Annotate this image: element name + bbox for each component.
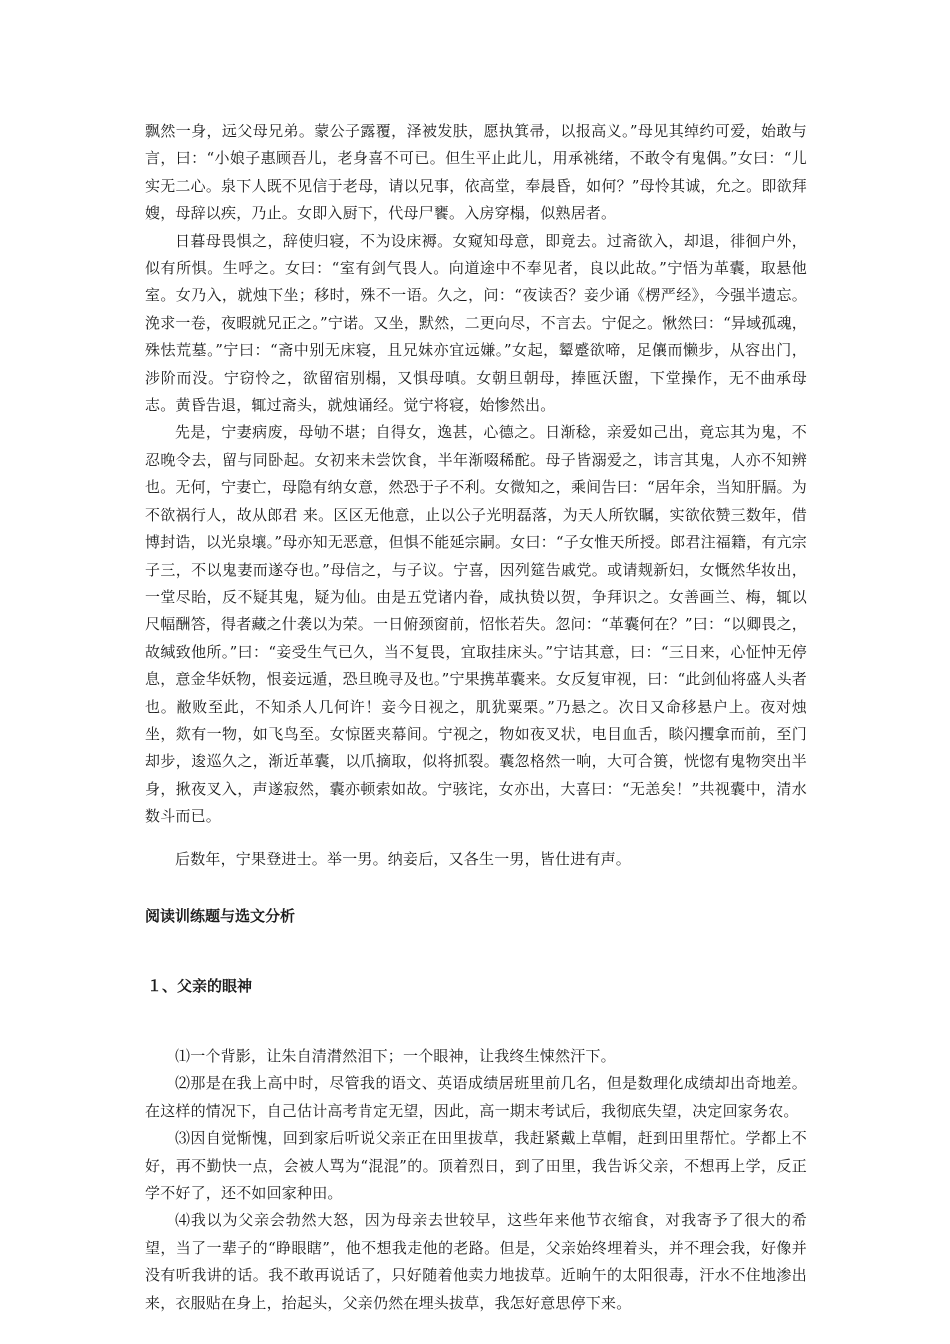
question-paragraph-1: ⑴一个背影，让朱自清潸然泪下；一个眼神，让我终生悚然汗下。: [175, 1046, 616, 1065]
story-paragraph-1: 飘然一身，远父母兄弟。蒙公子露覆，泽被发肤，愿执箕帚，以报高义。”母见其绰约可爱，始敢与言，曰：“小娘子惠顾吾儿，老身喜不可已。但生平止此儿，用承祧绪，不敢令有鬼偶。”女曰：“儿实无二心。泉下人既不见信于老母，请以兄事，依高堂，奉晨昏，如何？”母怜其诚，允之。即欲拜嫂，母辞以疾，乃止。女即入厨下，代母尸饔。入房穿榻，似熟居者。: [145, 122, 807, 223]
document-page: [145, 118, 807, 1317]
question-title: １、父亲的眼神: [147, 976, 253, 995]
question-paragraph-2: ⑵那是在我上高中时，尽管我的语文、英语成绩居班里前几名，但是数理化成绩却出奇地差。在这样的情况下，自己估计高考肯定无望，因此，高一期末考试后，我彻底失望，决定回家务农。: [145, 1074, 807, 1120]
question-paragraph-4: ⑷我以为父亲会勃然大怒，因为母亲去世较早，这些年来他节衣缩食，对我寄予了很大的希望，当了一辈子的“睁眼瞎”，他不想我走他的老路。但是，父亲始终埋着头，并不理会我，好像并没有听我讲的话。我不敢再说话了，只好随着他卖力地拔草。近晌午的太阳很毒，汗水不住地渗出来，衣服贴在身上，抬起头，父亲仍然在埋头拔草，我怎好意思停下来。: [145, 1211, 807, 1312]
story-paragraph-4: 后数年，宁果登进士。举一男。纳妾后，又各生一男，皆仕进有声。: [175, 849, 632, 868]
story-paragraph-3: 先是，宁妻病废，母劬不堪；自得女，逸甚，心德之。日渐稔，亲爱如己出，竟忘其为鬼，不忍晚令去，留与同卧起。女初来未尝饮食，半年渐啜稀酡。母子皆溺爱之，讳言其鬼，人亦不知辨也。无何，宁妻亡，母隐有纳女意，然恐于子不利。女微知之，乘间告曰：“居年余，当知肝膈。为不欲祸行人，故从郎君 来。区区无他意，止以公子光明磊落，为天人所钦瞩，实欲依赞三数年，借博封诰，以光泉壤。”母亦知无恶意，但惧不能延宗嗣。女曰：“子女惟天所授。郎君注福籍，有亢宗子三，不以鬼妻而遂夺也。”母信之，与子议。宁喜，因列筵告戚党。或请觌新妇，女慨然华妆出，一堂尽眙，反不疑其鬼，疑为仙。由是五党诸内眷，咸执贽以贺，争拜识之。女善画兰、梅，辄以尺幅酬答，得者藏之什袭以为荣。一日俯颈窗前，怊怅若失。忽问：“革囊何在？”曰：“以卿畏之，故缄致他所。”曰：“妾受生气已久，当不复畏，宜取挂床头。”宁诘其意，曰：“三日来，心怔忡无停息，意金华妖物，恨妾远遁，恐旦晚寻及也。”宁果携革囊来。女反复审视，曰：“此剑仙将盛人头者也。敝败至此，不知杀人几何许！妾今日视之，肌犹粟栗。”乃悬之。次日又命移悬户上。夜对烛坐，欻有一物，如飞鸟至。女惊匿夹幕间。宁视之，物如夜叉状，电目血舌，睒闪攫拿而前，至门却步，逡巡久之，渐近革囊，以爪摘取，似将抓裂。囊忽格然一响，大可合篑，恍惚有鬼物突出半身，揪夜叉入，声遂寂然，囊亦顿索如故。宁骇诧，女亦出，大喜曰：“无恙矣！”共视囊中，清水数斗而已。: [145, 423, 808, 826]
question-passage: [145, 1043, 807, 1317]
story-paragraph-2: 日暮母畏惧之，辞使归寝，不为设床褥。女窥知母意，即竟去。过斋欲入，却退，徘徊户外，似有所惧。生呼之。女曰：“室有剑气畏人。向道途中不奉见者，良以此故。”宁悟为革囊，取悬他室。女乃入，就烛下坐；移时，殊不一语。久之，问：“夜读否？妾少诵《楞严经》，今强半遗忘。浼求一卷，夜暇就兄正之。”宁诺。又坐，默然，二更向尽，不言去。宁促之。愀然曰：“异域孤魂，殊怯荒墓。”宁曰：“斋中别无床寝，且兄妹亦宜远嫌。”女起，颦蹙欲啼，足儴而懒步，从容出门，涉阶而没。宁窃怜之，欲留宿别榻，又惧母嗔。女朝旦朝母，捧匜沃盥，下堂操作，无不曲承母志。黄昏告退，辄过斋头，就烛诵经。觉宁将寝，始惨然出。: [145, 231, 807, 415]
question-paragraph-3: ⑶因自觉惭愧，回到家后听说父亲正在田里拔草，我赶紧戴上草帽，赶到田里帮忙。学都上不好，再不勤快一点，会被人骂为“混混”的。顶着烈日，到了田里，我告诉父亲，不想再上学，反正学不好了，还不如回家种田。: [145, 1129, 807, 1202]
section-title: 阅读训练题与选文分析: [145, 906, 296, 925]
